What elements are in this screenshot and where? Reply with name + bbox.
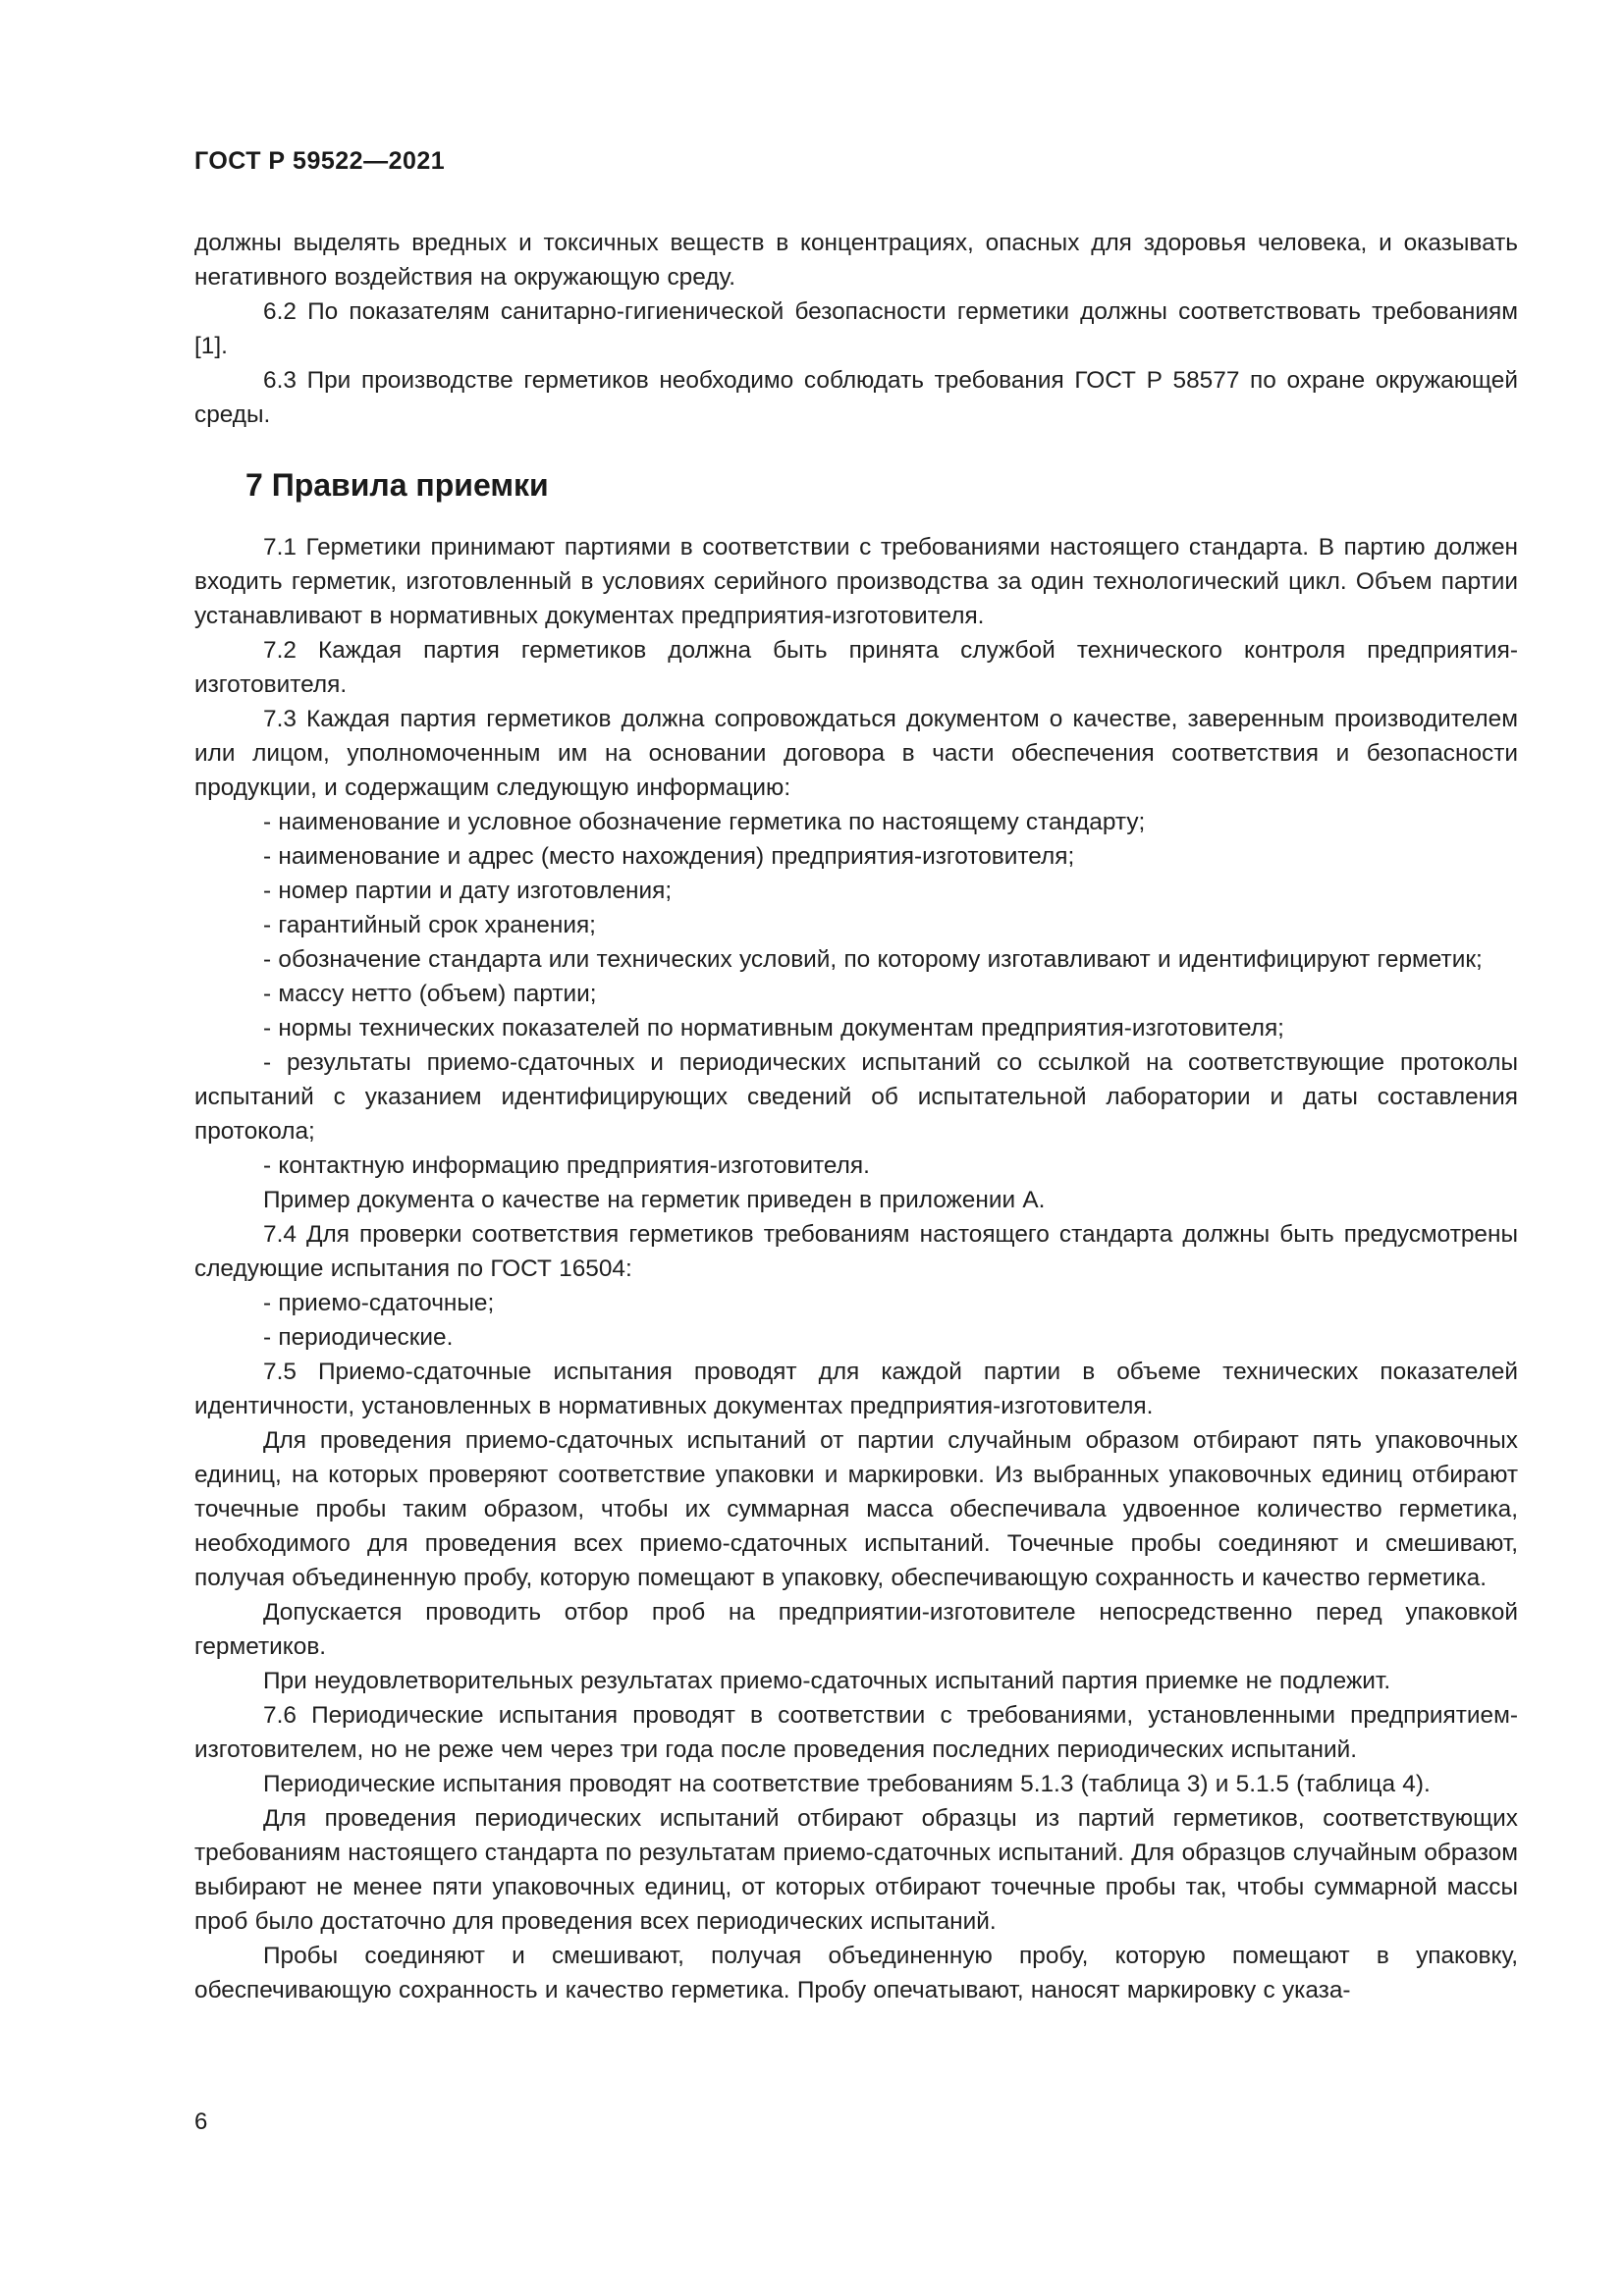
list-item: - наименование и адрес (место нахождения) предприятия-изготовителя; (263, 843, 1075, 870)
paragraph-7-1: 7.1 Герметики принимают партиями в соответствии с требованиями настоящего стандарта. В партию должен входить герметик, изготовленный в условиях серийного производства за один технологический цикл. Объем партии устанавливают в нормативных документах предприятия-изготовителя. (194, 534, 1518, 629)
paragraph-cont: должны выделять вредных и токсичных веществ в концентрациях, опасных для здоровья человека, и оказывать негативного воздействия на окружающую среду. (194, 230, 1518, 291)
list-item: - наименование и условное обозначение герметика по настоящему стандарту; (263, 809, 1146, 835)
page-number: 6 (194, 2109, 208, 2135)
paragraph-7-2: 7.2 Каждая партия герметиков должна быть принята службой технического контроля предприятия-изготовителя. (194, 637, 1518, 698)
paragraph-7-6-a: Периодические испытания проводят на соответствие требованиям 5.1.3 (таблица 3) и 5.1.5 (таблица 4). (263, 1771, 1431, 1797)
paragraph-7-5-b: Допускается проводить отбор проб на предприятии-изготовителе непосредственно перед упаковкой герметиков. (194, 1599, 1518, 1660)
list-item: - результаты приемо-сдаточных и периодических испытаний со ссылкой на соответствующие протоколы испытаний с указанием идентифицирующих сведений об испытательной лаборатории и даты составления протокола; (194, 1049, 1518, 1145)
list-item: - периодические. (263, 1324, 454, 1351)
page-body (194, 226, 1518, 2007)
paragraph-7-5-a: Для проведения приемо-сдаточных испытаний от партии случайным образом отбирают пять упаковочных единиц, на которых проверяют соответствие упаковки и маркировки. Из выбранных упаковочных единиц отбирают точечные пробы таким образом, чтобы их суммарная масса обеспечивала удвоенное количество герметика, необходимого для проведения всех приемо-сдаточных испытаний. Точечные пробы соединяют и смешивают, получая объединенную пробу, которую помещают в упаковку, обеспечивающую сохранность и качество герметика. (194, 1427, 1518, 1591)
list-item: - обозначение стандарта или технических условий, по которому изготавливают и идентифицируют герметик; (263, 946, 1483, 973)
paragraph-7-3: 7.3 Каждая партия герметиков должна сопровождаться документом о качестве, заверенным производителем или лицом, уполномоченным им на основании договора в части обеспечения соответствия и безопасности продукции, и содержащим следующую информацию: (194, 706, 1518, 801)
paragraph-7-5: 7.5 Приемо-сдаточные испытания проводят для каждой партии в объеме технических показателей идентичности, установленных в нормативных документах предприятия-изготовителя. (194, 1359, 1518, 1419)
list-item: - контактную информацию предприятия-изготовителя. (263, 1152, 870, 1179)
list-item: - массу нетто (объем) партии; (263, 981, 597, 1007)
intro-paragraphs (194, 226, 1518, 432)
paragraph-7-6-c: Пробы соединяют и смешивают, получая объединенную пробу, которую помещают в упаковку, обеспечивающую сохранность и качество герметика. Пробу опечатывают, наносят маркировку с указа- (194, 1943, 1518, 2003)
section-title: 7 Правила приемки (245, 467, 549, 503)
paragraph-7-6-b: Для проведения периодических испытаний отбирают образцы из партий герметиков, соответствующих требованиям настоящего стандарта по результатам приемо-сдаточных испытаний. Для образцов случайным образом выбирают не менее пяти упаковочных единиц, от которых отбирают точечные пробы так, чтобы суммарной массы проб было достаточно для проведения всех периодических испытаний. (194, 1805, 1518, 1935)
document-header: ГОСТ Р 59522—2021 (194, 147, 446, 175)
list-item: - номер партии и дату изготовления; (263, 878, 673, 904)
paragraph-7-4: 7.4 Для проверки соответствия герметиков требованиям настоящего стандарта должны быть предусмотрены следующие испытания по ГОСТ 16504: (194, 1221, 1518, 1282)
paragraph-7-5-c: При неудовлетворительных результатах приемо-сдаточных испытаний партия приемке не подлежит. (263, 1668, 1391, 1694)
section-paragraphs (194, 530, 1518, 2007)
paragraph-example: Пример документа о качестве на герметик приведен в приложении А. (263, 1187, 1046, 1213)
paragraph-6-3: 6.3 При производстве герметиков необходимо соблюдать требования ГОСТ Р 58577 по охране окружающей среды. (194, 367, 1518, 428)
paragraph-7-6: 7.6 Периодические испытания проводят в соответствии с требованиями, установленными предприятием-изготовителем, но не реже чем через три года после проведения последних периодических испытаний. (194, 1702, 1518, 1763)
paragraph-6-2: 6.2 По показателям санитарно-гигиенической безопасности герметики должны соответствовать требованиям [1]. (194, 298, 1518, 359)
list-item: - нормы технических показателей по нормативным документам предприятия-изготовителя; (263, 1015, 1284, 1041)
list-item: - гарантийный срок хранения; (263, 912, 596, 938)
list-item: - приемо-сдаточные; (263, 1290, 495, 1316)
